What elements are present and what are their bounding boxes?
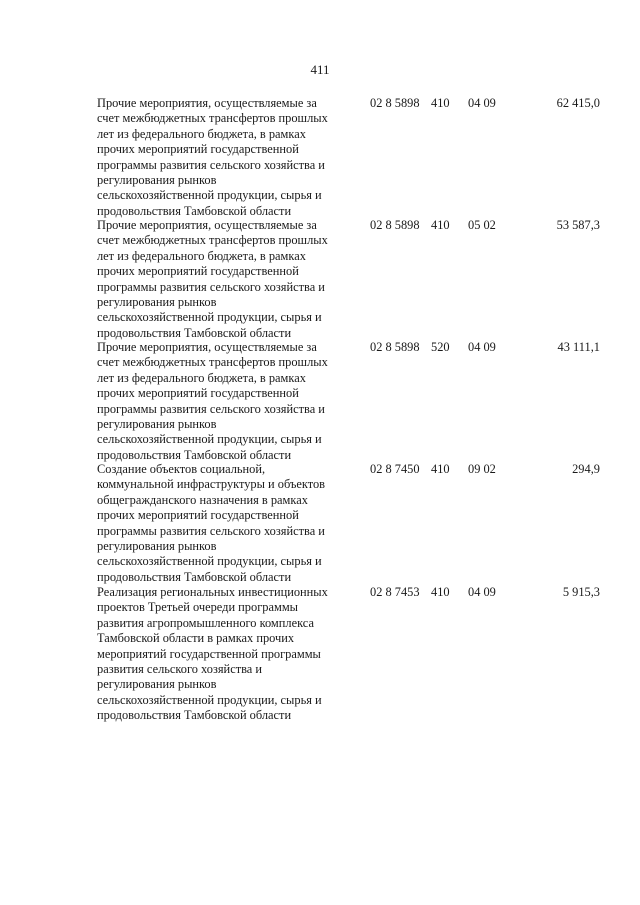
row-section-subsection: 04 09 <box>468 340 496 354</box>
row-description: Создание объектов социальной, коммунальной инфраструктуры и объектов общегражданского назначения в рамках прочих мероприятий государственной программы развития сельского хозяйства и регулирования рынков сельскохозяйственной продукции, сырья и продовольствия Тамбовской области <box>97 462 326 584</box>
row-expense-type-code: 410 <box>431 585 450 599</box>
row-target-article-code: 02 8 5898 <box>370 340 420 354</box>
row-section-subsection: 09 02 <box>468 462 496 476</box>
row-amount: 5 915,3 <box>562 585 600 599</box>
row-target-article-code: 02 8 7450 <box>370 462 420 476</box>
row-description: Прочие мероприятия, осуществляемые за счет межбюджетных трансфертов прошлых лет из федерального бюджета, в рамках прочих мероприятий государственной программы развития сельского хозяйства и регулирования рынков сельскохозяйственной продукции, сырья и продовольствия Тамбовской области <box>97 218 328 340</box>
row-target-article-code: 02 8 5898 <box>370 96 420 110</box>
row-section-subsection: 05 02 <box>468 218 496 232</box>
row-expense-type-code: 410 <box>431 462 450 476</box>
row-amount: 43 111,1 <box>557 340 600 354</box>
row-section-subsection: 04 09 <box>468 585 496 599</box>
row-amount: 62 415,0 <box>556 96 600 110</box>
row-section-subsection: 04 09 <box>468 96 496 110</box>
row-description: Прочие мероприятия, осуществляемые за счет межбюджетных трансфертов прошлых лет из федерального бюджета, в рамках прочих мероприятий государственной программы развития сельского хозяйства и регулирования рынков сельскохозяйственной продукции, сырья и продовольствия Тамбовской области <box>97 340 328 462</box>
row-description: Реализация региональных инвестиционных проектов Третьей очереди программы развития агропромышленного комплекса Тамбовской области в рамках прочих мероприятий государственной программы развития сельского хозяйства и регулирования рынков сельскохозяйственной продукции, сырья и продовольствия Тамбовской области <box>97 585 328 723</box>
row-target-article-code: 02 8 5898 <box>370 218 420 232</box>
row-expense-type-code: 520 <box>431 340 450 354</box>
row-target-article-code: 02 8 7453 <box>370 585 420 599</box>
row-expense-type-code: 410 <box>431 96 450 110</box>
page-number: 411 <box>310 62 330 77</box>
row-description: Прочие мероприятия, осуществляемые за счет межбюджетных трансфертов прошлых лет из федерального бюджета, в рамках прочих мероприятий государственной программы развития сельского хозяйства и регулирования рынков сельскохозяйственной продукции, сырья и продовольствия Тамбовской области <box>97 96 328 218</box>
row-amount: 53 587,3 <box>556 218 600 232</box>
row-amount: 294,9 <box>572 462 600 476</box>
row-expense-type-code: 410 <box>431 218 450 232</box>
